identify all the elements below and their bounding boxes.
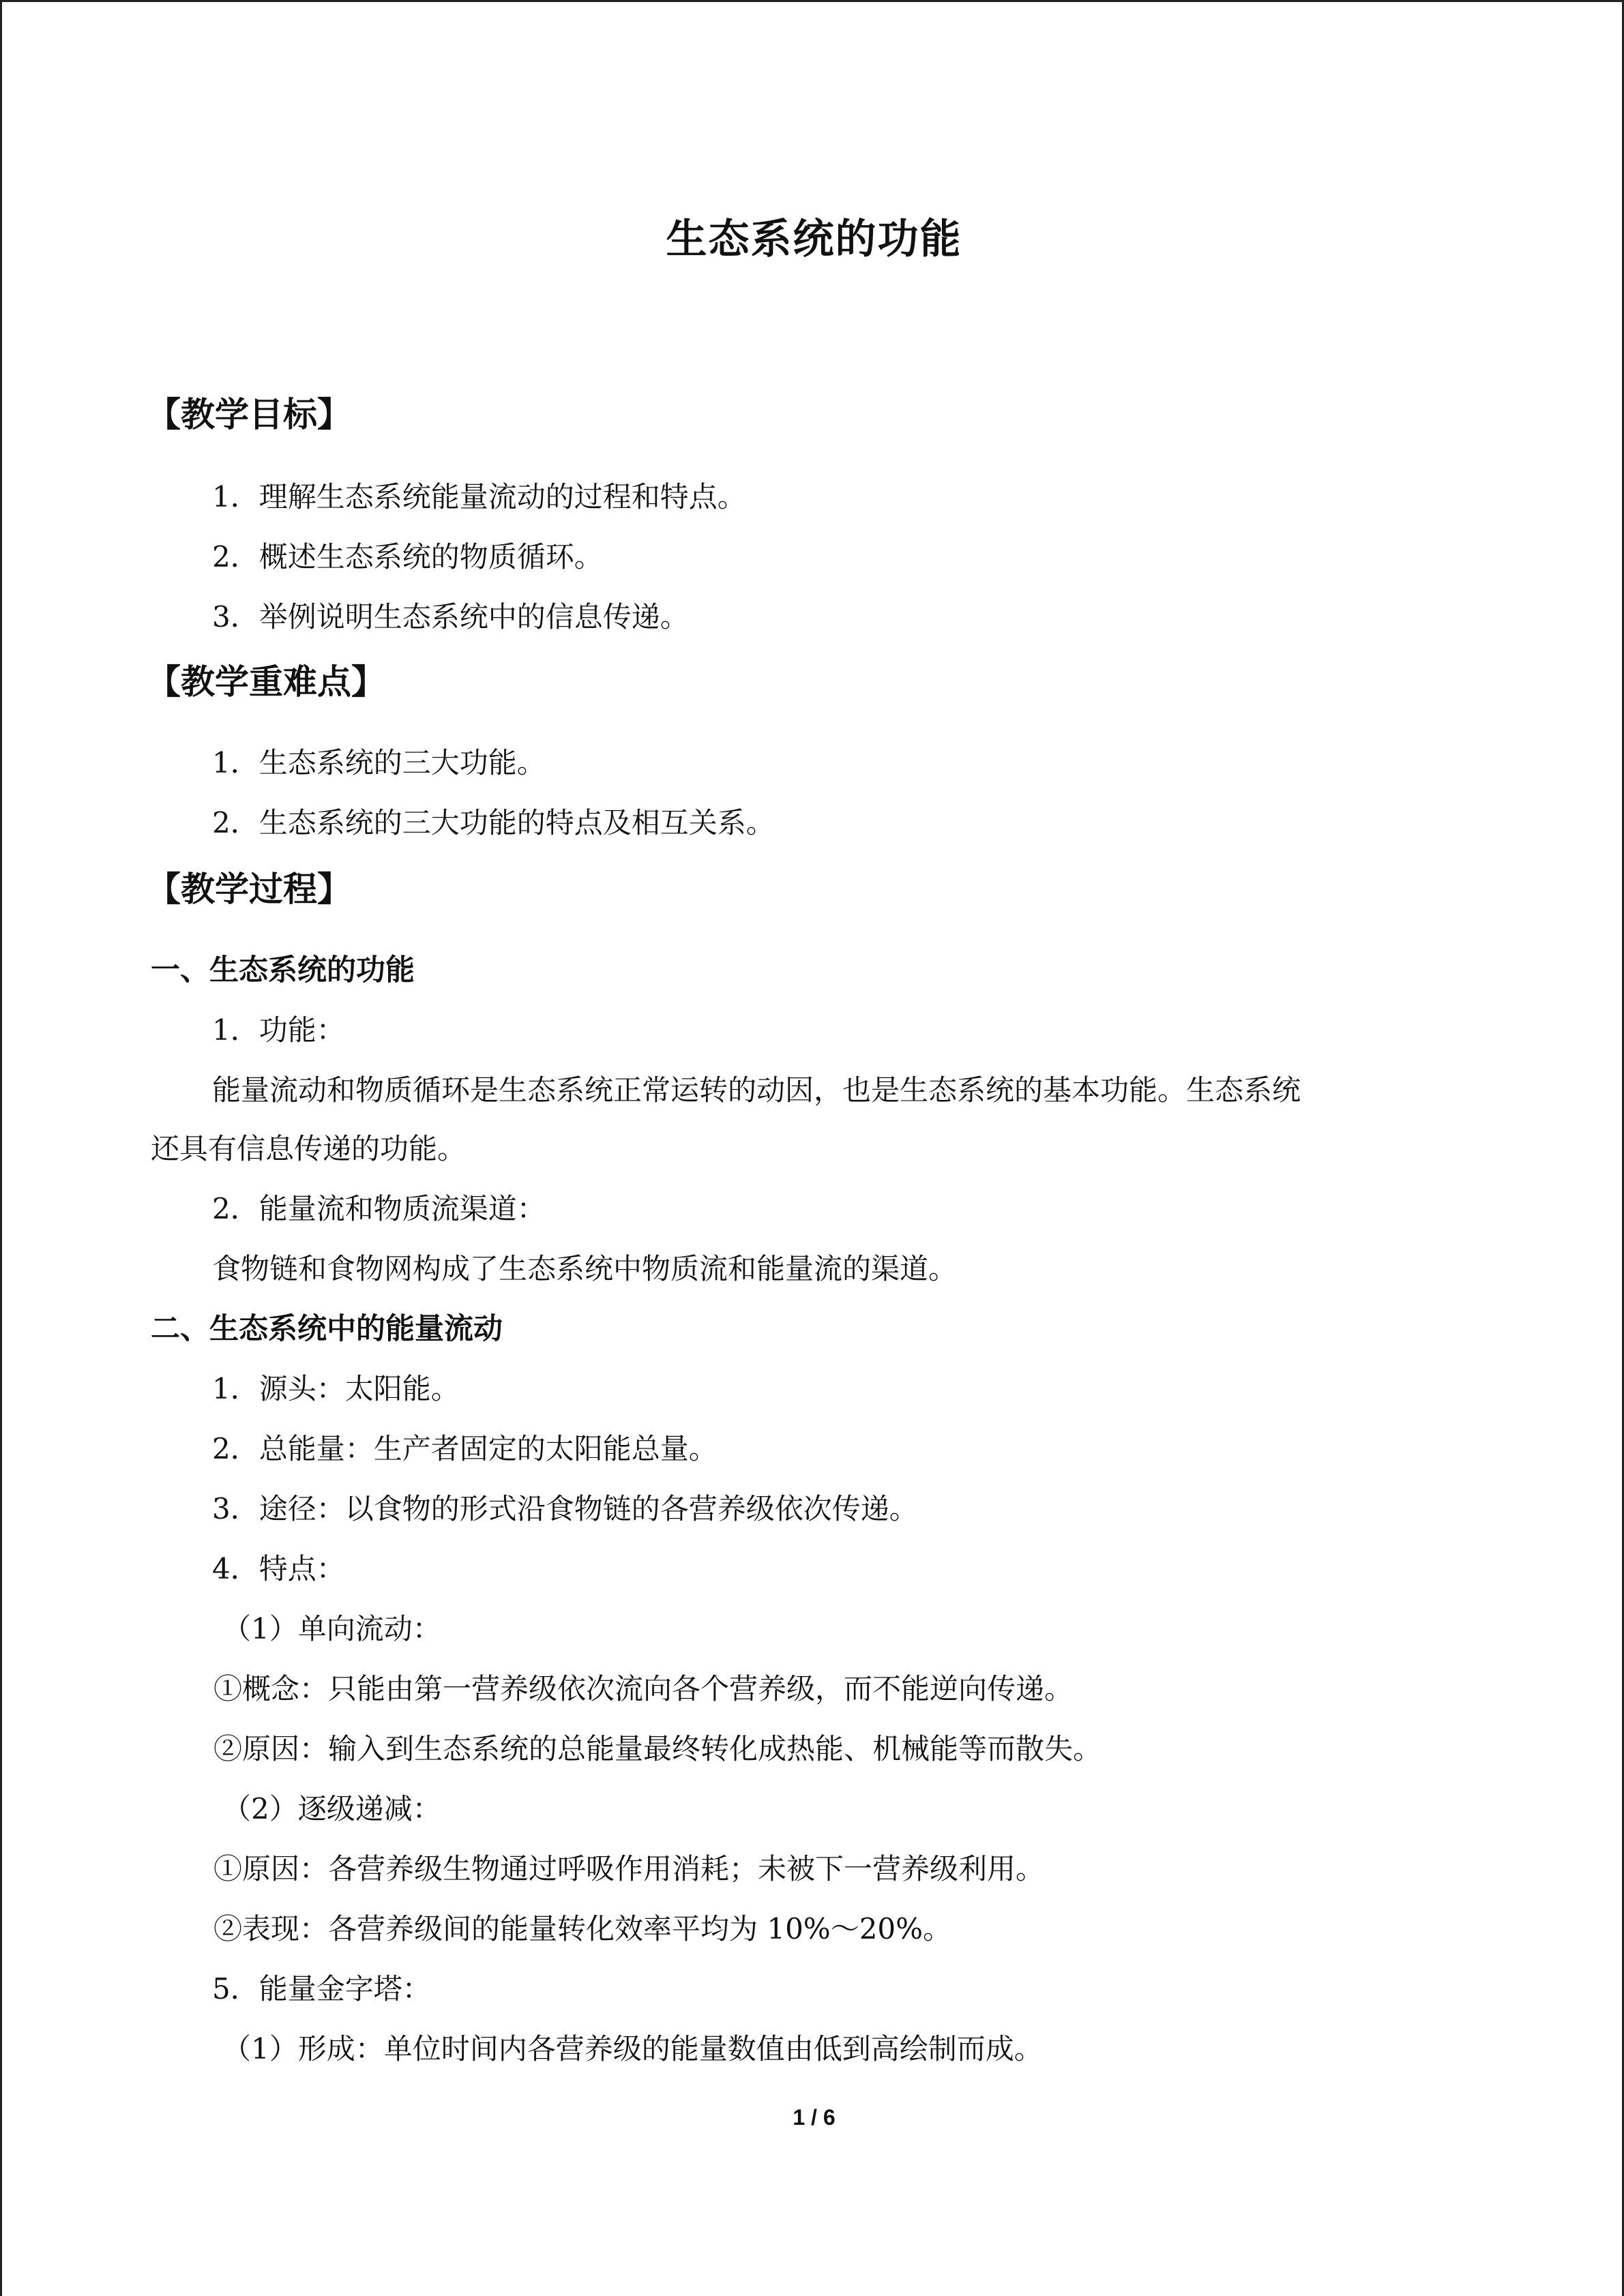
decrease-label: （2）逐级递减： xyxy=(222,1792,441,1825)
page-number: 1 / 6 xyxy=(793,2105,836,2130)
decrease-reason: ①原因：各营养级生物通过呼吸作用消耗；未被下一营养级利用。 xyxy=(213,1852,1045,1885)
key-points-header: 【教学重难点】 xyxy=(147,662,385,702)
part1-item2-text: 食物链和食物网构成了生态系统中物质流和能量流的渠道。 xyxy=(212,1252,958,1285)
key-point-item-1: 1．生态系统的三大功能。 xyxy=(212,746,546,779)
key-point-item-2: 2．生态系统的三大功能的特点及相互关系。 xyxy=(212,806,775,839)
energy-features-label: 4．特点： xyxy=(212,1552,345,1585)
one-way-reason: ②原因：输入到生态系统的总能量最终转化成热能、机械能等而散失。 xyxy=(213,1732,1102,1765)
process-header: 【教学过程】 xyxy=(147,869,351,909)
objective-item-2: 2．概述生态系统的物质循环。 xyxy=(212,540,603,573)
part1-item2-label: 2．能量流和物质流渠道： xyxy=(212,1192,546,1225)
objectives-header: 【教学目标】 xyxy=(147,395,351,434)
part1-item1-text-line1: 能量流动和物质循环是生态系统正常运转的动因，也是生态系统的基本功能。生态系统 xyxy=(212,1073,1301,1107)
objective-item-1: 1．理解生态系统能量流动的过程和特点。 xyxy=(212,480,746,513)
energy-path: 3．途径：以食物的形式沿食物链的各营养级依次传递。 xyxy=(212,1492,918,1525)
energy-total: 2．总能量：生产者固定的太阳能总量。 xyxy=(212,1432,718,1465)
part2-heading: 二、生态系统中的能量流动 xyxy=(151,1312,503,1346)
decrease-show: ②表现：各营养级间的能量转化效率平均为 10%～20%。 xyxy=(213,1912,952,1945)
pyramid-label: 5．能量金字塔： xyxy=(212,1972,431,2006)
pyramid-form: （1）形成：单位时间内各营养级的能量数值由低到高绘制而成。 xyxy=(222,2032,1043,2066)
part1-item1-text-line2: 还具有信息传递的功能。 xyxy=(151,1132,467,1165)
one-way-label: （1）单向流动： xyxy=(222,1612,441,1645)
part1-item1-label: 1．功能： xyxy=(212,1013,345,1047)
one-way-concept: ①概念：只能由第一营养级依次流向各个营养级，而不能逆向传递。 xyxy=(213,1672,1074,1705)
energy-source: 1．源头：太阳能。 xyxy=(212,1372,460,1405)
objective-item-3: 3．举例说明生态系统中的信息传递。 xyxy=(212,600,689,633)
document-title: 生态系统的功能 xyxy=(666,215,962,263)
part1-heading: 一、生态系统的功能 xyxy=(151,953,415,987)
